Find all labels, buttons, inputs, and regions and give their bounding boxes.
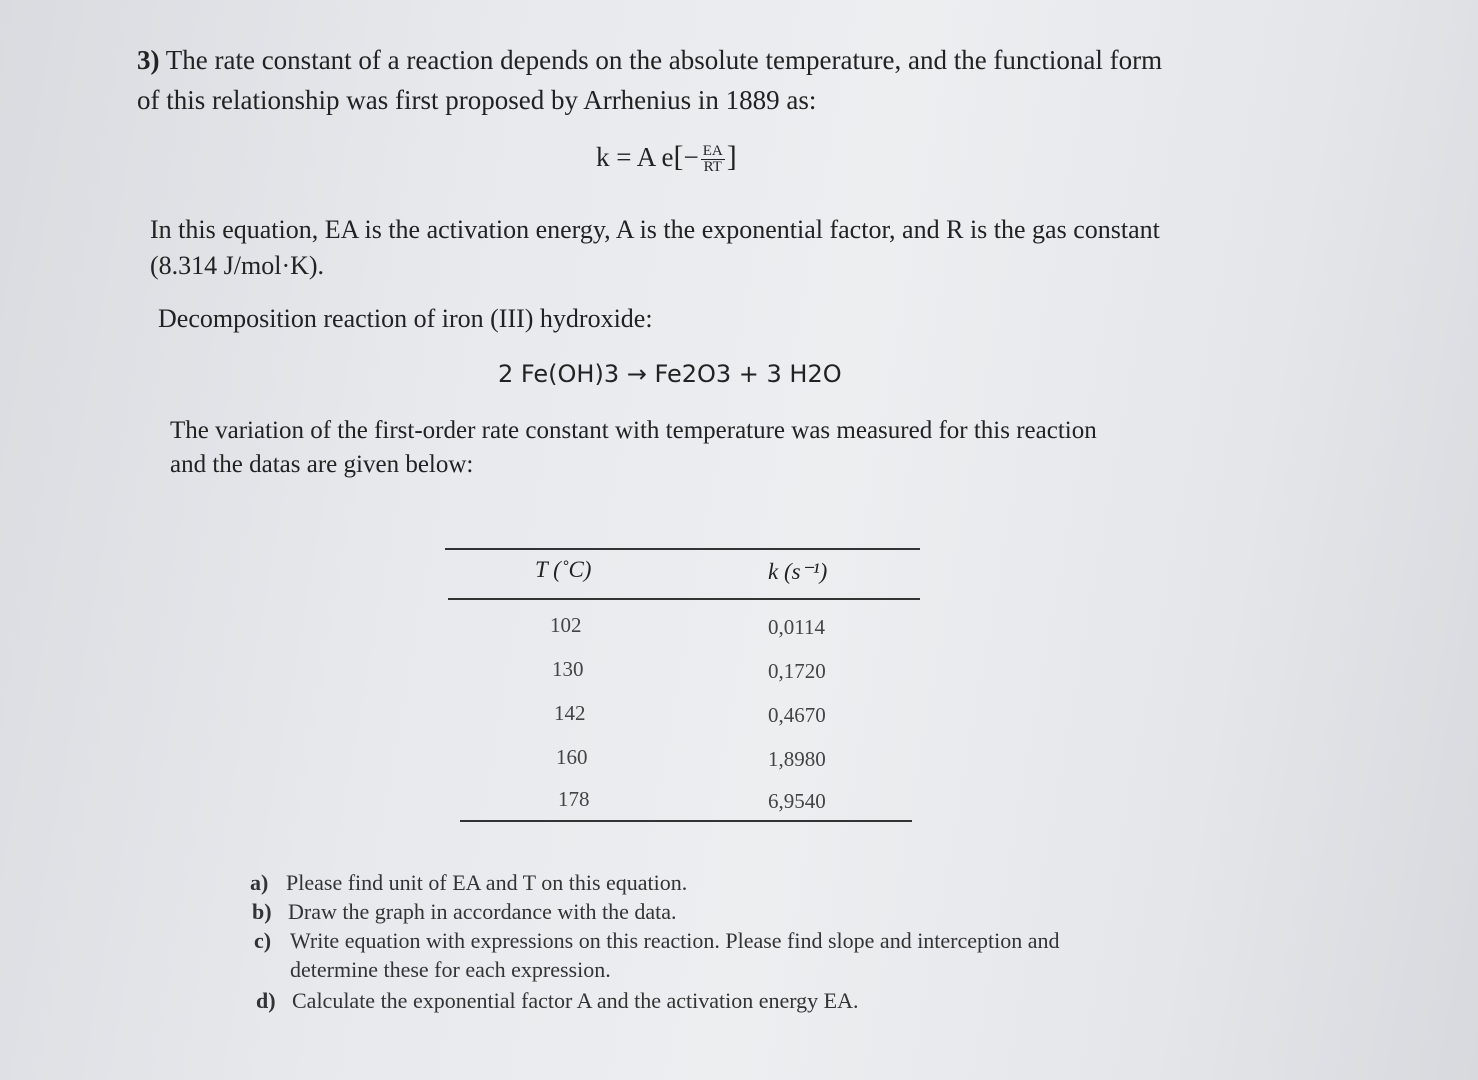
intro-line-1: The rate constant of a reaction depends on the absolute temperature, and the functional form <box>165 45 1163 75</box>
question-a: a) Please find unit of EA and T on this equation. <box>250 870 688 895</box>
reaction-title: Decomposition reaction of iron (III) hydroxide: <box>158 304 653 333</box>
intro-paragraph <box>137 40 1162 120</box>
description-line-2: (8.314 J/mol·K). <box>150 251 325 280</box>
formula-fraction <box>701 144 725 175</box>
question-c-continued: determine these for each expression. <box>290 957 611 982</box>
description-line-1: In this equation, EA is the activation energy, A is the exponential factor, and R is the gas constant <box>150 215 1160 244</box>
table-cell: 130 <box>552 657 584 681</box>
table-cell: 160 <box>556 745 588 769</box>
table-cell: 102 <box>550 613 582 637</box>
table-header-rate-constant: k (s⁻¹) <box>768 559 828 584</box>
arrhenius-formula: k = A e[− $\frac{EA}{RT}$] <box>596 140 737 176</box>
table-cell: 0,0114 <box>768 615 825 639</box>
table-cell: 178 <box>558 787 590 811</box>
variation-line-1: The variation of the first-order rate constant with temperature was measured for this reaction <box>170 417 1097 444</box>
table-cell: 0,1720 <box>768 659 826 683</box>
intro-line-2: of this relationship was first proposed by Arrhenius in 1889 as: <box>137 85 817 115</box>
table-cell: 0,4670 <box>768 703 826 727</box>
question-b: b) Draw the graph in accordance with the data. <box>252 899 677 924</box>
table-header-temperature: T (˚C) <box>535 557 592 582</box>
formula-numerator: EA <box>702 143 723 160</box>
chemical-equation: 2 Fe(OH)3 → Fe2O3 + 3 H2O <box>498 360 842 388</box>
table-top-rule <box>445 548 920 550</box>
table-bottom-rule <box>460 820 912 822</box>
description-paragraph <box>150 212 1160 284</box>
variation-paragraph <box>170 414 1097 482</box>
question-c: c) Write equation with expressions on this reaction. Please find slope and interception and <box>254 928 1060 953</box>
variation-line-2: and the datas are given below: <box>170 451 474 478</box>
formula-denominator: RT <box>703 159 722 176</box>
formula-lhs: k = A e <box>596 142 674 172</box>
table-cell: 6,9540 <box>768 789 826 813</box>
formula-sign: − <box>683 142 699 172</box>
question-d: d) Calculate the exponential factor A and the activation energy EA. <box>256 988 859 1013</box>
question-number: 3) <box>137 45 160 75</box>
table-cell: 1,8980 <box>768 747 826 771</box>
table-header-rule <box>448 598 920 600</box>
table-cell: 142 <box>554 701 586 725</box>
